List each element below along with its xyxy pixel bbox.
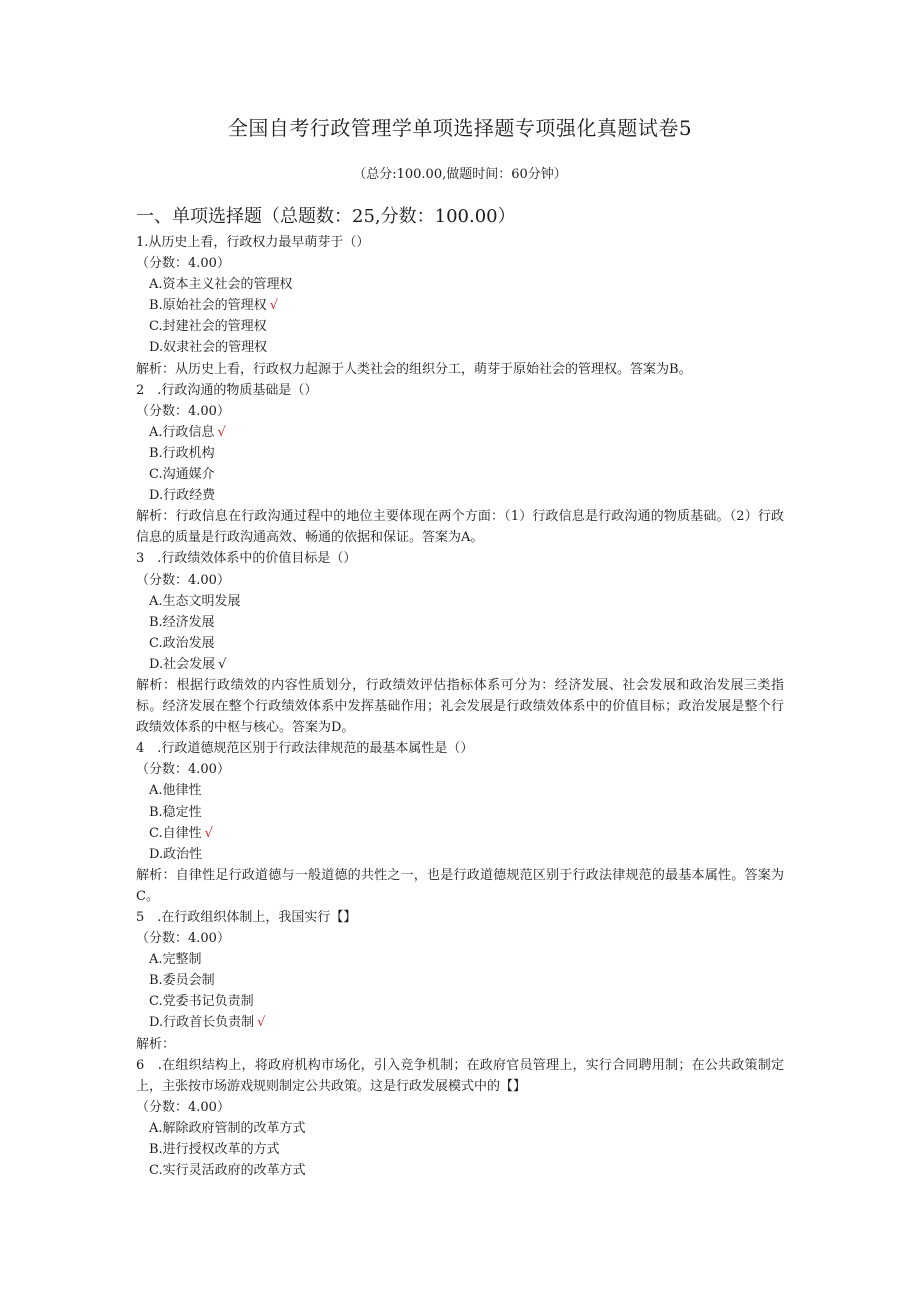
question-stem: 1.从历史上看，行政权力最早萌芽于（）	[136, 235, 370, 250]
question-score: （分数：4.00）	[136, 572, 230, 588]
option: A.解除政府管制的改革方式	[149, 1120, 306, 1136]
option: A.他律性	[149, 783, 202, 799]
check-icon: √	[257, 1015, 266, 1031]
question-stem: 5 .在行政组织体制上，我国实行【】	[136, 910, 357, 925]
option-correct: D.社会发展 √	[149, 656, 227, 672]
option: B.稳定性	[149, 804, 202, 820]
question-stem: 4 .行政道德规范区别于行政法律规范的最基本属性是（）	[136, 741, 474, 757]
option: D.行政经费	[149, 488, 216, 504]
document-title: 全国自考行政管理学单项选择题专项强化真题试卷5	[227, 116, 693, 140]
option: C.封建社会的管理权	[149, 319, 267, 335]
option: B.行政机构	[149, 445, 215, 461]
option: D.奴隶社会的管理权	[149, 340, 268, 356]
question-stem: 6 .在组织结构上，将政府机构市场化，引入竞争机制；在政府官员管理上，实行合同聘用制；在公共政策制定上，主张按市场游戏规则制定公共政策。这是行政发展模式中的【】	[136, 1057, 784, 1094]
option-correct: A.行政信息 √	[149, 424, 226, 440]
option-correct: C.自律性 √	[149, 825, 213, 841]
check-icon: √	[269, 298, 278, 314]
section-heading: 一、单项选择题（总题数：25,分数：100.00）	[136, 206, 516, 227]
option: C.党委书记负责制	[149, 994, 254, 1010]
option: A.完整制	[149, 952, 202, 968]
question-score: （分数：4.00）	[136, 403, 230, 419]
option: A.资本主义社会的管理权	[149, 277, 293, 293]
analysis: 解析：行政信息在行政沟通过程中的地位主要体现在两个方面：（1）行政信息是行政沟通的物质基础。（2）行政信息的质量是行政沟通高效、畅通的依据和保证。答案为A。	[136, 509, 784, 546]
question-score: （分数：4.00）	[136, 931, 230, 947]
question-stem: 3 .行政绩效体系中的价值目标是（）	[136, 551, 357, 567]
question-score: （分数：4.00）	[136, 256, 230, 272]
analysis: 解析：根据行政绩效的内容性质划分，行政绩效评估指标体系可分为：经济发展、社会发展和政治发展三类指标。经济发展在整个行政绩效体系中发挥基础作用；礼会发展是行政绩效体系中的价值目标；政治发展是整个行政绩效体系的中枢与核心。答案为D。	[136, 677, 784, 736]
check-icon: √	[217, 424, 226, 440]
exam-meta: （总分:100.00,做题时间：60分钟）	[353, 167, 567, 182]
analysis: 解析：自律性足行政道德与一般道德的共性之一，也是行政道德规范区别于行政法律规范的最基本属性。答案为C。	[136, 867, 784, 904]
option-correct: B.原始社会的管理权 √	[149, 298, 278, 314]
check-icon: √	[218, 656, 227, 672]
question-stem: 2 .行政沟通的物质基础是（）	[136, 382, 318, 398]
question-score: （分数：4.00）	[136, 1099, 230, 1115]
analysis: 解析：从历史上看，行政权力起源于人类社会的组织分工，萌芽于原始社会的管理权。答案为B。	[136, 361, 692, 377]
option: B.进行授权改革的方式	[149, 1142, 280, 1158]
option: D.政治性	[149, 846, 203, 862]
check-icon: √	[204, 825, 213, 841]
option-correct: D.行政首长负责制 √	[149, 1015, 266, 1031]
question-list	[136, 232, 784, 1181]
option: B.委员会制	[149, 973, 215, 989]
option: C.政治发展	[149, 635, 215, 651]
option: B.经济发展	[149, 614, 215, 630]
analysis: 解析：	[136, 1036, 176, 1052]
option: C.实行灵活政府的改革方式	[149, 1163, 306, 1179]
question-score: （分数：4.00）	[136, 762, 230, 778]
option: C.沟通媒介	[149, 467, 215, 483]
option: A.生态文明发展	[149, 593, 241, 609]
